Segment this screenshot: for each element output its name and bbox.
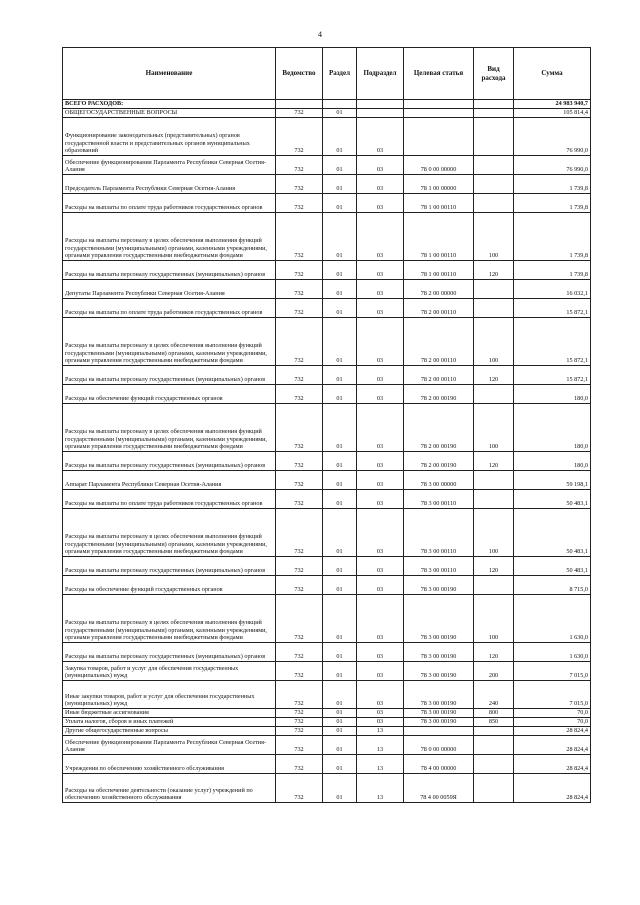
cell-type [474, 385, 514, 404]
cell-dept: 732 [276, 194, 323, 213]
cell-subsection: 03 [357, 213, 404, 261]
cell-dept: 732 [276, 156, 323, 175]
cell-sum: 50 483,1 [514, 509, 591, 557]
cell-dept: 732 [276, 755, 323, 774]
cell-dept: 732 [276, 261, 323, 280]
cell-section: 01 [323, 755, 357, 774]
cell-dept: 732 [276, 662, 323, 681]
cell-article: 78 1 00 00110 [404, 261, 474, 280]
cell-type: 240 [474, 681, 514, 709]
cell-sum: 1 739,8 [514, 175, 591, 194]
cell-sum: 180,0 [514, 452, 591, 471]
cell-subsection: 03 [357, 299, 404, 318]
cell-sum: 70,0 [514, 709, 591, 718]
budget-table [62, 47, 591, 803]
cell-article: 78 2 00 00000 [404, 280, 474, 299]
cell-sum: 1 739,8 [514, 261, 591, 280]
cell-section: 01 [323, 109, 357, 118]
cell-type: 120 [474, 452, 514, 471]
cell-subsection: 13 [357, 755, 404, 774]
table-row [63, 366, 591, 385]
cell-article [404, 109, 474, 118]
cell-section: 01 [323, 718, 357, 727]
cell-type: 120 [474, 557, 514, 576]
cell-section: 01 [323, 175, 357, 194]
cell-article: 78 2 00 00190 [404, 452, 474, 471]
header-type: Вид расхода [474, 48, 514, 100]
cell-dept: 732 [276, 709, 323, 718]
cell-dept: 732 [276, 557, 323, 576]
cell-section: 01 [323, 490, 357, 509]
cell-name: Депутаты Парламента Республики Северная Осетия-Алания [63, 280, 276, 299]
cell-subsection: 03 [357, 318, 404, 366]
cell-section: 01 [323, 509, 357, 557]
cell-type: 120 [474, 366, 514, 385]
table-row [63, 576, 591, 595]
cell-type [474, 727, 514, 736]
cell-dept: 732 [276, 385, 323, 404]
cell-dept: 732 [276, 736, 323, 755]
cell-type [474, 109, 514, 118]
cell-dept: 732 [276, 490, 323, 509]
cell-sum: 15 872,1 [514, 318, 591, 366]
cell-name: ОБЩЕГОСУДАРСТВЕННЫЕ ВОПРОСЫ [63, 109, 276, 118]
cell-article: 78 3 00 00110 [404, 490, 474, 509]
cell-type: 100 [474, 595, 514, 643]
cell-subsection [357, 109, 404, 118]
cell-sum: 28 824,4 [514, 736, 591, 755]
cell-subsection: 03 [357, 280, 404, 299]
table-row [63, 774, 591, 803]
cell-subsection: 03 [357, 118, 404, 156]
table-row [63, 490, 591, 509]
cell-sum: 50 483,1 [514, 490, 591, 509]
table-row [63, 404, 591, 452]
cell-dept: 732 [276, 213, 323, 261]
table-row [63, 736, 591, 755]
table-row [63, 727, 591, 736]
cell-dept: 732 [276, 595, 323, 643]
cell-sum: 105 814,4 [514, 109, 591, 118]
cell-name: Учреждения по обеспечению хозяйственного обслуживания [63, 755, 276, 774]
cell-subsection: 13 [357, 727, 404, 736]
cell-section: 01 [323, 643, 357, 662]
cell-subsection: 03 [357, 261, 404, 280]
table-row [63, 100, 591, 109]
cell-section: 01 [323, 366, 357, 385]
table-row [63, 385, 591, 404]
page-number: 4 [318, 30, 322, 39]
cell-name: Расходы на выплаты персоналу государственных (муниципальных) органов [63, 366, 276, 385]
cell-dept: 732 [276, 727, 323, 736]
table-row [63, 755, 591, 774]
cell-sum: 1 630,0 [514, 595, 591, 643]
cell-sum: 50 483,1 [514, 557, 591, 576]
cell-article: 78 0 00 00000 [404, 736, 474, 755]
cell-article [404, 727, 474, 736]
cell-section: 01 [323, 118, 357, 156]
cell-sum: 24 983 940,7 [514, 100, 591, 109]
cell-sum: 1 630,0 [514, 643, 591, 662]
cell-subsection: 03 [357, 175, 404, 194]
cell-article: 78 4 00 00000 [404, 755, 474, 774]
cell-type: 100 [474, 318, 514, 366]
cell-name: Расходы на выплаты персоналу в целях обеспечения выполнения функций государственными (муниципальными) органами, казенными учреждениями, органами управления государственными внебюджетными фондами [63, 509, 276, 557]
cell-sum: 28 824,4 [514, 727, 591, 736]
cell-sum: 180,0 [514, 385, 591, 404]
cell-dept: 732 [276, 576, 323, 595]
cell-name: Обеспечение функционирования Парламента Республики Северная Осетия-Алания [63, 736, 276, 755]
cell-dept: 732 [276, 643, 323, 662]
cell-section: 01 [323, 709, 357, 718]
cell-subsection: 03 [357, 471, 404, 490]
cell-sum: 28 824,4 [514, 774, 591, 803]
cell-name: Расходы на выплаты по оплате труда работников государственных органов [63, 490, 276, 509]
cell-name: Расходы на выплаты персоналу в целях обеспечения выполнения функций государственными (муниципальными) органами, казенными учреждениями, органами управления государственными внебюджетными фондами [63, 595, 276, 643]
table-row [63, 595, 591, 643]
table-row [63, 280, 591, 299]
cell-section: 01 [323, 156, 357, 175]
cell-article: 78 0 00 00000 [404, 156, 474, 175]
cell-type [474, 175, 514, 194]
cell-sum: 70,0 [514, 718, 591, 727]
cell-subsection: 03 [357, 662, 404, 681]
cell-section: 01 [323, 557, 357, 576]
cell-dept: 732 [276, 318, 323, 366]
cell-subsection: 03 [357, 366, 404, 385]
header-name: Наименование [63, 48, 276, 100]
cell-subsection: 03 [357, 156, 404, 175]
cell-dept: 732 [276, 509, 323, 557]
cell-dept: 732 [276, 718, 323, 727]
cell-name: Расходы на выплаты по оплате труда работников государственных органов [63, 194, 276, 213]
cell-type: 120 [474, 643, 514, 662]
cell-name: Расходы на выплаты по оплате труда работников государственных органов [63, 299, 276, 318]
cell-name: Расходы на выплаты персоналу государственных (муниципальных) органов [63, 643, 276, 662]
table-row [63, 118, 591, 156]
cell-type: 120 [474, 261, 514, 280]
cell-section: 01 [323, 576, 357, 595]
cell-subsection: 03 [357, 681, 404, 709]
cell-subsection: 03 [357, 576, 404, 595]
cell-dept: 732 [276, 404, 323, 452]
header-dept: Ведомство [276, 48, 323, 100]
table-row [63, 194, 591, 213]
cell-dept [276, 100, 323, 109]
cell-section: 01 [323, 662, 357, 681]
cell-type [474, 736, 514, 755]
cell-dept: 732 [276, 681, 323, 709]
cell-dept: 732 [276, 175, 323, 194]
cell-article: 78 2 00 00190 [404, 385, 474, 404]
cell-article: 78 3 00 00190 [404, 576, 474, 595]
cell-article: 78 2 00 00190 [404, 404, 474, 452]
cell-name: Расходы на обеспечение деятельности (оказание услуг) учреждений по обеспечению хозяйственного обслуживания [63, 774, 276, 803]
table-row [63, 681, 591, 709]
cell-sum: 15 872,1 [514, 299, 591, 318]
cell-type [474, 299, 514, 318]
cell-article: 78 2 00 00110 [404, 299, 474, 318]
cell-name: Расходы на выплаты персоналу в целях обеспечения выполнения функций государственными (муниципальными) органами, казенными учреждениями, органами управления государственными внебюджетными фондами [63, 404, 276, 452]
cell-section: 01 [323, 404, 357, 452]
cell-name: ВСЕГО РАСХОДОВ: [63, 100, 276, 109]
cell-section: 01 [323, 213, 357, 261]
cell-article: 78 3 00 00110 [404, 557, 474, 576]
cell-type: 100 [474, 213, 514, 261]
cell-subsection: 03 [357, 718, 404, 727]
cell-section: 01 [323, 261, 357, 280]
table-header-row [63, 48, 591, 100]
table-row [63, 109, 591, 118]
cell-name: Аппарат Парламента Республики Северная Осетия-Алания [63, 471, 276, 490]
cell-section [323, 100, 357, 109]
cell-sum: 1 739,8 [514, 213, 591, 261]
cell-dept: 732 [276, 452, 323, 471]
cell-subsection: 03 [357, 643, 404, 662]
cell-article: 78 3 00 00190 [404, 681, 474, 709]
cell-article [404, 100, 474, 109]
cell-section: 01 [323, 194, 357, 213]
cell-sum: 7 015,0 [514, 662, 591, 681]
cell-article: 78 3 00 00110 [404, 509, 474, 557]
cell-sum: 8 715,0 [514, 576, 591, 595]
cell-sum: 28 824,4 [514, 755, 591, 774]
cell-type [474, 280, 514, 299]
header-sum: Сумма [514, 48, 591, 100]
cell-section: 01 [323, 736, 357, 755]
cell-name: Функционирование законодательных (представительных) органов государственной власти и представительных органов муниципальных образований [63, 118, 276, 156]
cell-type: 200 [474, 662, 514, 681]
cell-subsection: 03 [357, 595, 404, 643]
cell-type [474, 774, 514, 803]
cell-dept: 732 [276, 366, 323, 385]
cell-section: 01 [323, 452, 357, 471]
cell-article [404, 118, 474, 156]
cell-article: 78 2 00 00110 [404, 318, 474, 366]
cell-section: 01 [323, 727, 357, 736]
cell-type [474, 118, 514, 156]
cell-article: 78 3 00 00190 [404, 718, 474, 727]
cell-dept: 732 [276, 774, 323, 803]
cell-dept: 732 [276, 118, 323, 156]
table-row [63, 156, 591, 175]
cell-subsection: 03 [357, 452, 404, 471]
cell-name: Расходы на выплаты персоналу государственных (муниципальных) органов [63, 557, 276, 576]
cell-article: 78 4 00 0059Я [404, 774, 474, 803]
cell-name: Расходы на выплаты персоналу государственных (муниципальных) органов [63, 261, 276, 280]
cell-name: Обеспечение функционирования Парламента Республики Северная Осетия-Алания [63, 156, 276, 175]
table-row [63, 643, 591, 662]
cell-section: 01 [323, 471, 357, 490]
table-row [63, 318, 591, 366]
cell-article: 78 1 00 00000 [404, 175, 474, 194]
cell-subsection: 03 [357, 404, 404, 452]
cell-name: Другие общегосударственные вопросы [63, 727, 276, 736]
cell-name: Расходы на выплаты персоналу государственных (муниципальных) органов [63, 452, 276, 471]
cell-dept: 732 [276, 299, 323, 318]
cell-sum: 180,0 [514, 404, 591, 452]
cell-type [474, 490, 514, 509]
header-section: Раздел [323, 48, 357, 100]
table-row [63, 471, 591, 490]
cell-type: 100 [474, 509, 514, 557]
cell-section: 01 [323, 280, 357, 299]
table-row [63, 299, 591, 318]
table-row [63, 261, 591, 280]
table-row [63, 509, 591, 557]
cell-sum: 76 990,0 [514, 156, 591, 175]
cell-sum: 59 198,1 [514, 471, 591, 490]
cell-section: 01 [323, 595, 357, 643]
cell-subsection [357, 100, 404, 109]
cell-type: 850 [474, 718, 514, 727]
cell-subsection: 03 [357, 194, 404, 213]
header-subsection: Подраздел [357, 48, 404, 100]
cell-type [474, 194, 514, 213]
table-row [63, 662, 591, 681]
cell-name: Закупка товаров, работ и услуг для обеспечения государственных (муниципальных) нужд [63, 662, 276, 681]
cell-article: 78 1 00 00110 [404, 213, 474, 261]
cell-section: 01 [323, 299, 357, 318]
cell-name: Иные закупки товаров, работ и услуг для обеспечения государственных (муниципальных) нужд [63, 681, 276, 709]
cell-type [474, 576, 514, 595]
cell-type [474, 100, 514, 109]
cell-sum: 7 015,0 [514, 681, 591, 709]
cell-article: 78 3 00 00190 [404, 662, 474, 681]
table-row [63, 452, 591, 471]
cell-article: 78 1 00 00110 [404, 194, 474, 213]
cell-subsection: 03 [357, 557, 404, 576]
table-row [63, 718, 591, 727]
cell-name: Уплата налогов, сборов и иных платежей [63, 718, 276, 727]
cell-name: Расходы на выплаты персоналу в целях обеспечения выполнения функций государственными (муниципальными) органами, казенными учреждениями, органами управления государственными внебюджетными фондами [63, 213, 276, 261]
cell-section: 01 [323, 385, 357, 404]
cell-type: 800 [474, 709, 514, 718]
cell-article: 78 3 00 00000 [404, 471, 474, 490]
cell-sum: 15 872,1 [514, 366, 591, 385]
header-article: Целевая статья [404, 48, 474, 100]
cell-subsection: 03 [357, 490, 404, 509]
cell-article: 78 3 00 00190 [404, 709, 474, 718]
table-row [63, 709, 591, 718]
table-body [63, 100, 591, 803]
cell-subsection: 03 [357, 385, 404, 404]
cell-name: Расходы на обеспечение функций государственных органов [63, 385, 276, 404]
cell-name: Расходы на обеспечение функций государственных органов [63, 576, 276, 595]
cell-section: 01 [323, 318, 357, 366]
table-row [63, 557, 591, 576]
cell-subsection: 03 [357, 709, 404, 718]
cell-dept: 732 [276, 109, 323, 118]
cell-sum: 1 739,8 [514, 194, 591, 213]
cell-dept: 732 [276, 280, 323, 299]
cell-sum: 16 032,1 [514, 280, 591, 299]
cell-section: 01 [323, 774, 357, 803]
table-row [63, 175, 591, 194]
cell-type: 100 [474, 404, 514, 452]
cell-name: Иные бюджетные ассигнования [63, 709, 276, 718]
table-row [63, 213, 591, 261]
cell-subsection: 13 [357, 774, 404, 803]
cell-sum: 76 990,0 [514, 118, 591, 156]
cell-dept: 732 [276, 471, 323, 490]
cell-name: Председатель Парламента Республики Северная Осетия-Алания [63, 175, 276, 194]
cell-article: 78 2 00 00110 [404, 366, 474, 385]
cell-type [474, 156, 514, 175]
cell-subsection: 03 [357, 509, 404, 557]
cell-type [474, 471, 514, 490]
cell-section: 01 [323, 681, 357, 709]
cell-subsection: 13 [357, 736, 404, 755]
cell-name: Расходы на выплаты персоналу в целях обеспечения выполнения функций государственными (муниципальными) органами, казенными учреждениями, органами управления государственными внебюджетными фондами [63, 318, 276, 366]
cell-article: 78 3 00 00190 [404, 595, 474, 643]
cell-type [474, 755, 514, 774]
cell-article: 78 3 00 00190 [404, 643, 474, 662]
